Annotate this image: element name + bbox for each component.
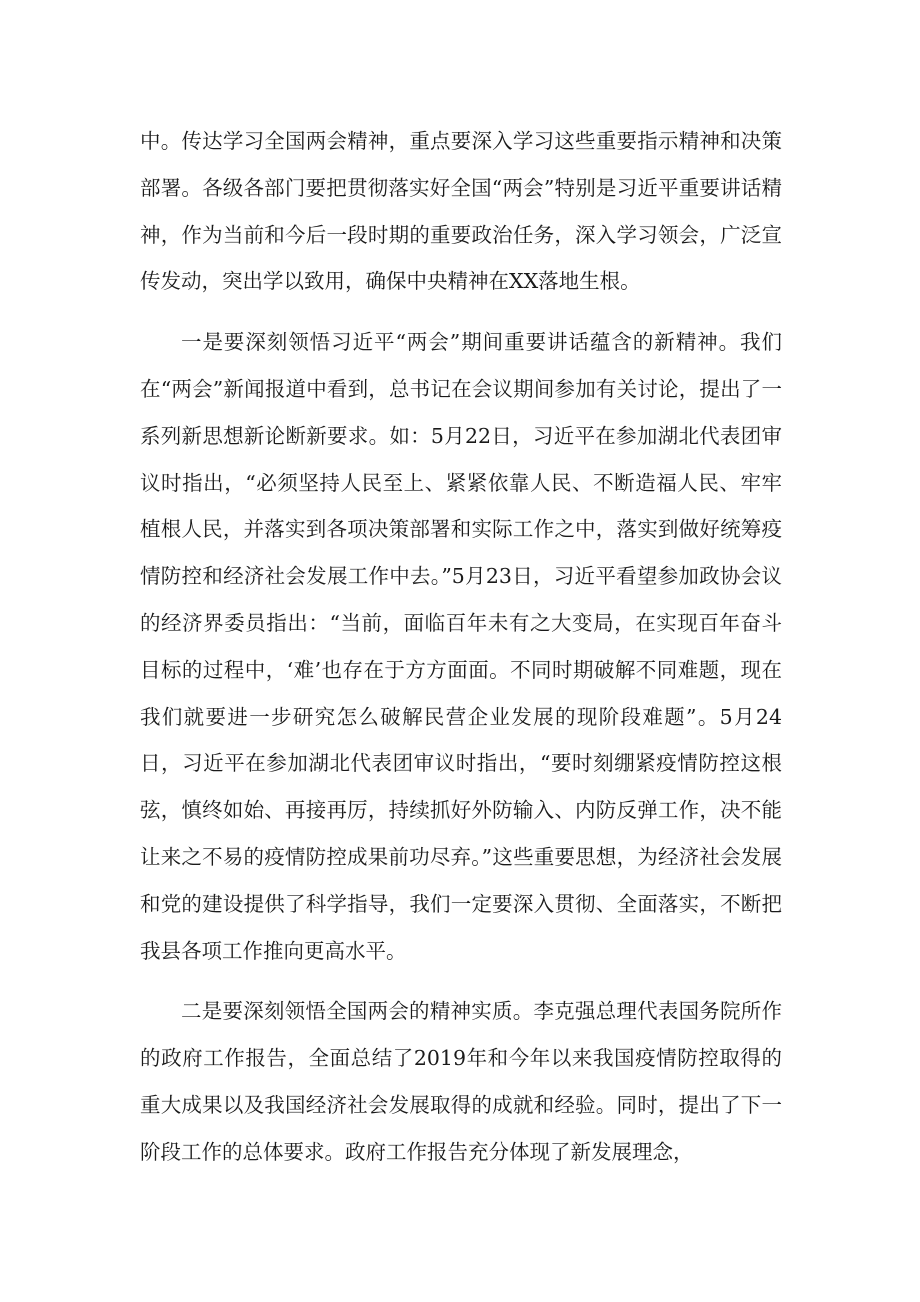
paragraph-point-one: 一是要深刻领悟习近平“两会”期间重要讲话蕴含的新精神。我们在“两会”新闻报道中看到，总书记在会议期间参加有关讨论，提出了一系列新思想新论断新要求。如：5月22日，习近平在参加湖北代表团审议时指出，“必须坚持人民至上、紧紧依靠人民、不断造福人民、牢牢植根人民，并落实到各项决策部署和实际工作之中，落实到做好统筹疫情防控和经济社会发展工作中去。”5月23日，习近平看望参加政协会议的经济界委员指出：“当前，面临百年未有之大变局，在实现百年奋斗目标的过程中，‘难’也存在于方方面面。不同时期破解不同难题，现在我们就要进一步研究怎么破解民营企业发展的现阶段难题”。5月24日，习近平在参加湖北代表团审议时指出，“要时刻绷紧疫情防控这根弦，慎终如始、再接再厉，持续抓好外防输入、内防反弹工作，决不能让来之不易的疫情防控成果前功尽弃。”这些重要思想，为经济社会发展和党的建设提供了科学指导，我们一定要深入贯彻、全面落实，不断把我县各项工作推向更高水平。: [140, 330, 782, 963]
paragraph-continuation: 中。传达学习全国两会精神，重点要深入学习这些重要指示精神和决策部署。各级各部门要把贯彻落实好全国“两会”特别是习近平重要讲话精神，作为当前和今后一段时期的重要政治任务，深入学习领会，广泛宣传发动，突出学以致用，确保中央精神在XX落地生根。: [140, 129, 782, 294]
paragraph-point-two: 二是要深刻领悟全国两会的精神实质。李克强总理代表国务院所作的政府工作报告，全面总结了2019年和今年以来我国疫情防控取得的重大成果以及我国经济社会发展取得的成就和经验。同时，提出了下一阶段工作的总体要求。政府工作报告充分体现了新发展理念，: [140, 999, 782, 1164]
document-body: [140, 118, 782, 1176]
